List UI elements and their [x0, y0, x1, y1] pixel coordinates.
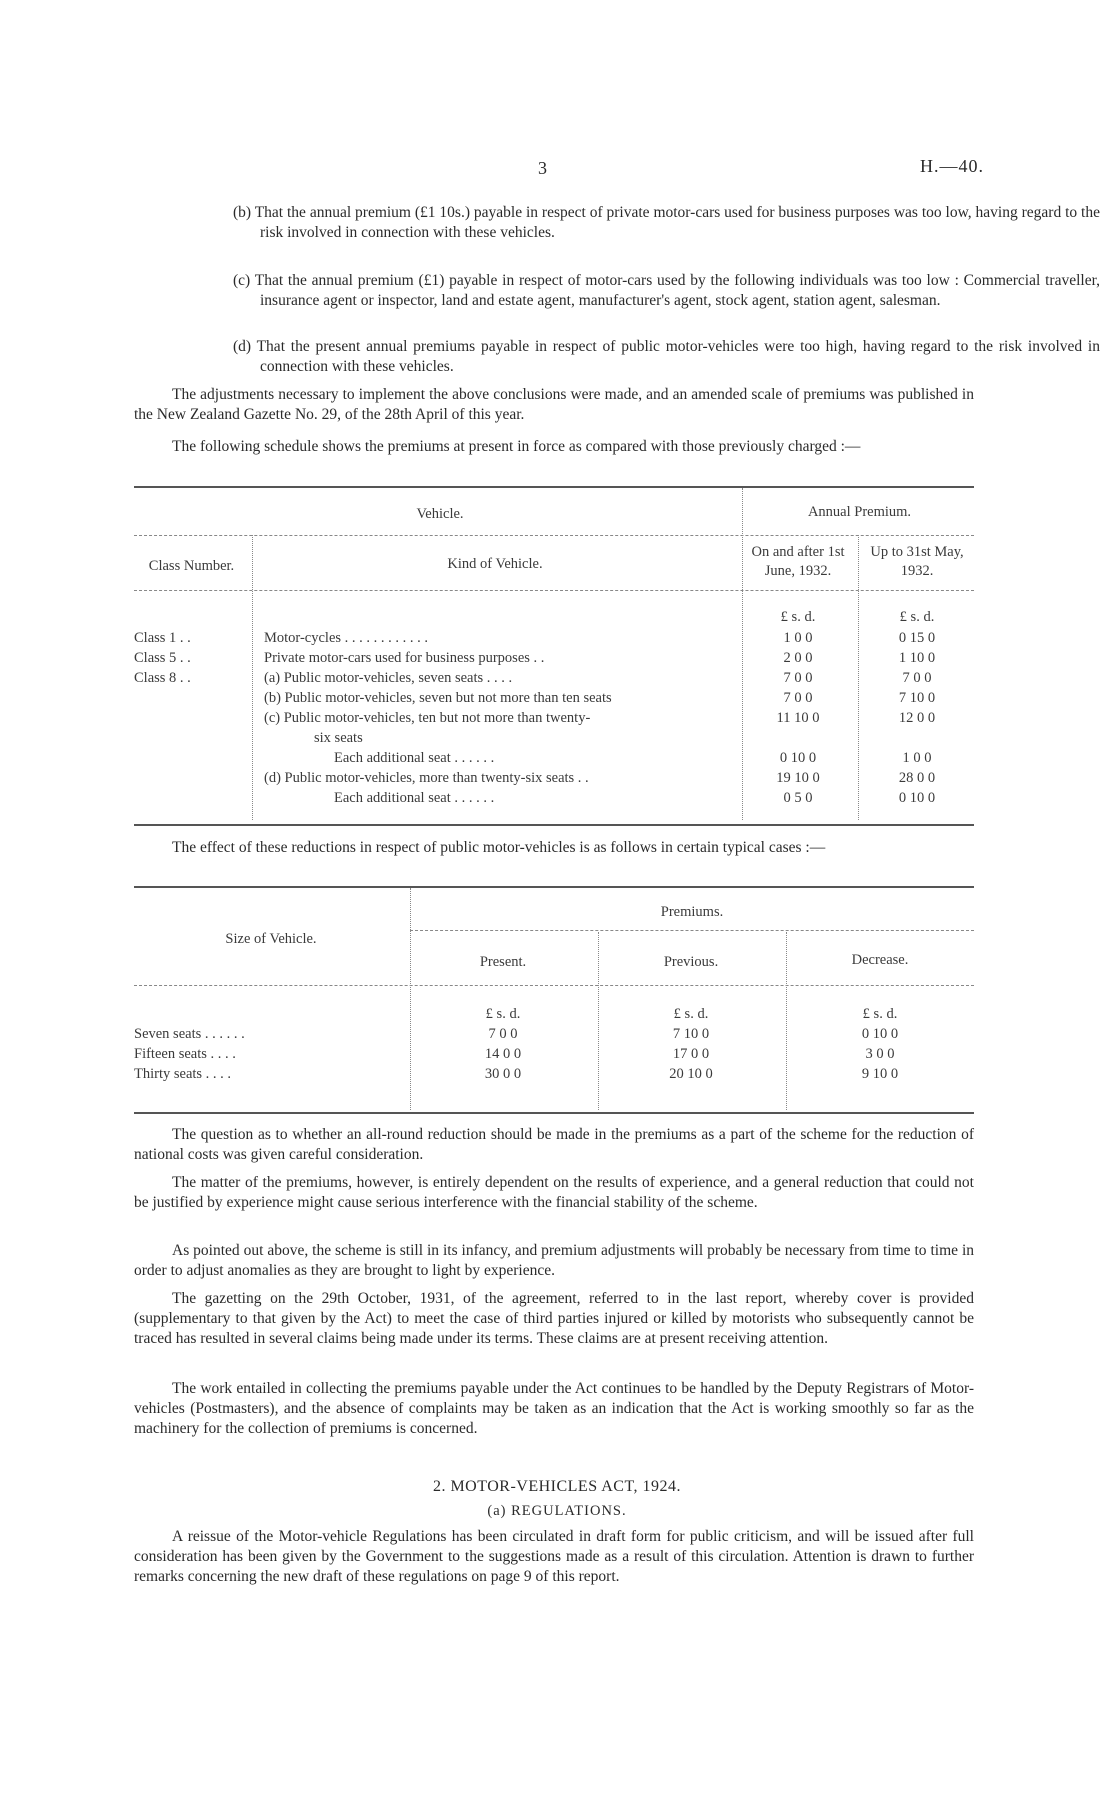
document-reference: H.—40.: [920, 156, 984, 176]
conclusion-label: (b): [233, 204, 252, 221]
conclusion-b: [134, 203, 1100, 243]
table2-units: £ s. d.: [673, 1006, 709, 1022]
cell-after: 7 0 0: [783, 670, 813, 686]
paragraph: The work entailed in collecting the premiums payable under the Act continues to be handled by the Deputy Registrars of Motor-vehicles (Postmasters), and the absence of complaints may be taken as an indication that the Act is working smoothly so far as the machinery for the collection of premiums is concerned.: [134, 1380, 974, 1437]
cell-decrease: 3 0 0: [865, 1046, 895, 1062]
paragraph-effect: The effect of these reductions in respect of public motor-vehicles is as follows in certain typical cases :—: [172, 839, 826, 856]
table1-units: £ s. d.: [899, 609, 935, 625]
table1-head-after: On and after 1st June, 1932.: [751, 544, 845, 579]
cell-after: 11 10 0: [776, 710, 820, 726]
paragraph-adjustments: The adjustments necessary to implement the above conclusions were made, and an amended scale of premiums was published in the New Zealand Gazette No. 29, of the 28th April of this year.: [134, 386, 974, 423]
cell-class: Class 1 . .: [134, 630, 191, 646]
cell-kind: Each additional seat . . . . . .: [334, 790, 495, 806]
cell-kind: Motor-cycles . . . . . . . . . . . .: [264, 630, 429, 646]
paragraph: The matter of the premiums, however, is entirely dependent on the results of experience, and a general reduction that could not be justified by experience might cause serious interference with the financial stability of the scheme.: [134, 1174, 974, 1211]
cell-kind: Private motor-cars used for business purposes . .: [264, 650, 545, 666]
conclusion-text: That the annual premium (£1) payable in respect of motor-cars used by the following individuals was too low : Commercial traveller, insurance agent or inspector, land and estate agent, manufacturer's agent, stock agent, station agent, salesman.: [254, 272, 1100, 309]
cell-previous: 17 0 0: [672, 1046, 710, 1062]
subsection-heading: (a) REGULATIONS.: [487, 1503, 627, 1519]
paragraph: The gazetting on the 29th October, 1931, of the agreement, referred to in the last report, whereby cover is provided (supplementary to that given by the Act) to meet the case of third parties injured or killed by motorists who subsequently cannot be traced has resulted in several claims being made under its terms. These claims are at present receiving attention.: [134, 1290, 974, 1347]
cell-decrease: 9 10 0: [861, 1066, 899, 1082]
table2-head-present: Present.: [479, 954, 527, 970]
cell-size: Seven seats . . . . . .: [134, 1026, 245, 1042]
cell-previous: 20 10 0: [669, 1066, 713, 1082]
table2-sub-rule: [410, 930, 974, 931]
cell-kind: (a) Public motor-vehicles, seven seats . . . .: [264, 670, 513, 686]
table1-head-class: Class Number.: [148, 558, 235, 574]
cell-upto: 28 0 0: [898, 770, 936, 786]
table2-head-decrease: Decrease.: [851, 952, 909, 968]
table1-head-annual: Annual Premium.: [807, 504, 912, 520]
cell-upto: 1 10 0: [898, 650, 936, 666]
table2-units: £ s. d.: [862, 1006, 898, 1022]
cell-kind: (d) Public motor-vehicles, more than twenty-six seats . .: [264, 770, 589, 786]
cell-decrease: 0 10 0: [861, 1026, 899, 1042]
table2-head-previous: Previous.: [663, 954, 719, 970]
cell-after: 0 10 0: [779, 750, 817, 766]
cell-after: 1 0 0: [783, 630, 813, 646]
table1-top-rule: [134, 486, 974, 488]
paragraph: As pointed out above, the scheme is still in its infancy, and premium adjustments will probably be necessary from time to time in order to adjust anomalies as they are brought to light by experience.: [134, 1242, 974, 1279]
conclusion-label: (c): [233, 272, 251, 289]
cell-upto: 7 10 0: [898, 690, 936, 706]
cell-upto: 1 0 0: [902, 750, 932, 766]
table1-units: £ s. d.: [780, 609, 816, 625]
cell-present: 30 0 0: [484, 1066, 522, 1082]
cell-after: 7 0 0: [783, 690, 813, 706]
conclusion-text: That the present annual premiums payable in respect of public motor-vehicles were too high, having regard to the risk involved in connection with these vehicles.: [256, 338, 1100, 375]
cell-present: 7 0 0: [488, 1026, 518, 1042]
paragraph: The question as to whether an all-round reduction should be made in the premiums as a part of the scheme for the reduction of national costs was given careful consideration.: [134, 1126, 974, 1163]
cell-class: Class 5 . .: [134, 650, 191, 666]
table2-head-size: Size of Vehicle.: [225, 931, 317, 947]
conclusion-d: [134, 337, 1100, 377]
cell-kind: (b) Public motor-vehicles, seven but not more than ten seats: [264, 690, 612, 706]
cell-present: 14 0 0: [484, 1046, 522, 1062]
table1-mid-rule: [134, 535, 974, 536]
conclusion-label: (d): [233, 338, 252, 355]
table1-head-kind: Kind of Vehicle.: [447, 556, 543, 572]
table1-head-rule: [134, 590, 974, 591]
cell-kind: Each additional seat . . . . . .: [334, 750, 495, 766]
table1-divider: [858, 535, 859, 820]
table2-head-rule: [134, 985, 974, 986]
cell-after: 19 10 0: [776, 770, 820, 786]
table1-divider: [252, 535, 253, 820]
cell-after: 0 5 0: [783, 790, 813, 806]
paragraph-schedule-intro: The following schedule shows the premiums at present in force as compared with those previously charged :—: [172, 438, 861, 455]
cell-upto: 7 0 0: [902, 670, 932, 686]
conclusion-c: [134, 271, 1100, 311]
table2-head-premiums: Premiums.: [660, 904, 724, 920]
final-paragraph: A reissue of the Motor-vehicle Regulations has been circulated in draft form for public criticism, and will be issued after full consideration has been given by the Government to the suggestions made as a result of this circulation. Attention is drawn to further remarks concerning the new draft of these regulations on page 9 of this report.: [134, 1528, 974, 1585]
cell-after: 2 0 0: [783, 650, 813, 666]
cell-upto: 12 0 0: [898, 710, 936, 726]
cell-kind: (c) Public motor-vehicles, ten but not more than twenty-: [264, 710, 591, 726]
cell-size: Thirty seats . . . .: [134, 1066, 232, 1082]
cell-kind: six seats: [314, 730, 363, 746]
table2-bottom-rule: [134, 1112, 974, 1114]
table1-bottom-rule: [134, 824, 974, 826]
table2-units: £ s. d.: [485, 1006, 521, 1022]
cell-class: Class 8 . .: [134, 670, 191, 686]
table1-head-vehicle: Vehicle.: [416, 506, 464, 522]
conclusion-text: That the annual premium (£1 10s.) payable in respect of private motor-cars used for business purposes was too low, having regard to the risk involved in connection with these vehicles.: [254, 204, 1100, 241]
page-number: 3: [538, 158, 547, 178]
cell-upto: 0 15 0: [898, 630, 936, 646]
table1-head-upto: Up to 31st May, 1932.: [870, 544, 964, 579]
table2-top-rule: [134, 886, 974, 888]
cell-size: Fifteen seats . . . .: [134, 1046, 236, 1062]
cell-previous: 7 10 0: [672, 1026, 710, 1042]
cell-upto: 0 10 0: [898, 790, 936, 806]
section-heading: 2. MOTOR-VEHICLES ACT, 1924.: [432, 1478, 682, 1495]
